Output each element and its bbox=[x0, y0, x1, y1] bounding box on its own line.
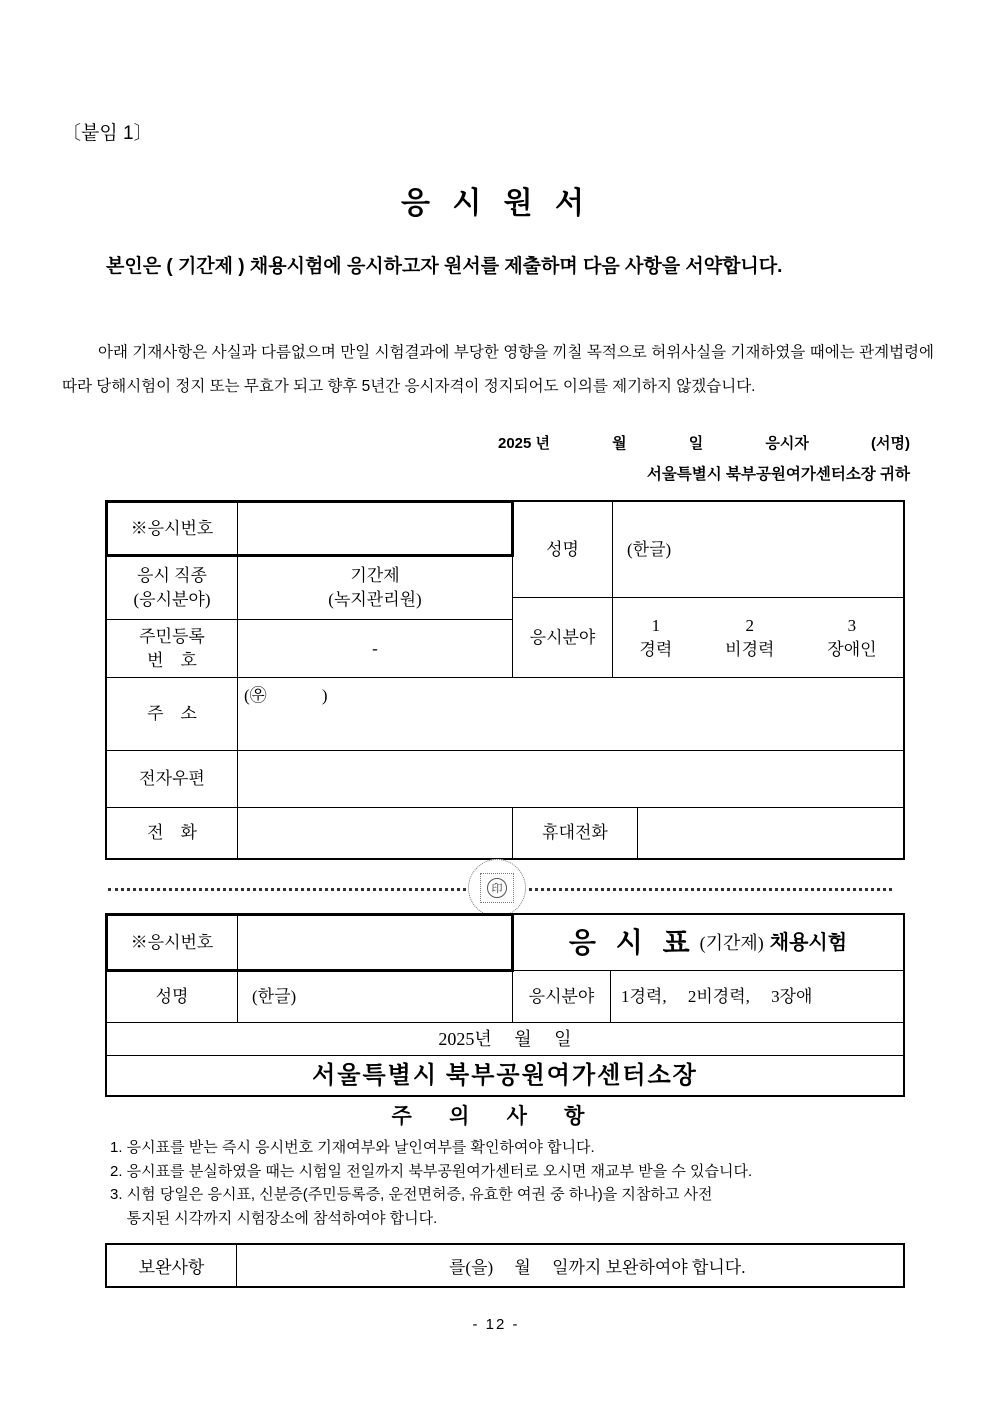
ticket-date-line: 2025년 월 일 bbox=[107, 1022, 903, 1055]
recipient-line: 서울특별시 북부공원여가센터소장 귀하 bbox=[646, 466, 910, 483]
option-career: 1 경력 bbox=[639, 615, 673, 659]
exam-ticket-table bbox=[105, 913, 905, 1097]
notice-item: 2. 응시표를 분실하였을 때는 시험일 전일까지 북부공원여가센터로 오시면 재교부 받을 수 있습니다. bbox=[110, 1162, 753, 1180]
supplement-label: 보완사항 bbox=[107, 1245, 237, 1286]
email-field bbox=[237, 750, 903, 807]
seal-stamp-icon: 印 bbox=[468, 859, 526, 917]
pledge-text: 본인은 ( 기간제 ) 채용시험에 응시하고자 원서를 제출하며 다음 사항을 서약합니다. bbox=[106, 256, 783, 277]
ticket-exam-no-field bbox=[237, 915, 512, 970]
ticket-field-label: 응시분야 bbox=[512, 970, 610, 1022]
page-number: - 12 - bbox=[472, 1316, 520, 1333]
mobile-field bbox=[637, 807, 903, 858]
applicant-label: 응시자 bbox=[765, 435, 809, 452]
ticket-name-label: 성명 bbox=[107, 970, 237, 1022]
option-disabled: 3 장애인 bbox=[827, 615, 877, 659]
date-month: 월 bbox=[612, 435, 627, 452]
job-type-label: 응시 직종 (응시분야) bbox=[107, 555, 237, 619]
page-title: 응 시 원 서 bbox=[401, 187, 591, 220]
notice-item: 통지된 시각까지 시험장소에 참석하여야 합니다. bbox=[110, 1210, 438, 1228]
option-non-career: 2 비경력 bbox=[725, 615, 775, 659]
supplement-value: 를(을) 월 일까지 보완하여야 합니다. bbox=[449, 1258, 746, 1277]
application-table bbox=[105, 500, 905, 860]
notice-item: 1. 응시표를 받는 즉시 응시번호 기재여부와 날인여부를 확인하여야 합니다. bbox=[110, 1139, 595, 1156]
ticket-name-field: (한글) bbox=[237, 970, 512, 1022]
phone-field bbox=[237, 807, 512, 858]
mobile-label: 휴대전화 bbox=[512, 807, 637, 858]
address-field: (㉾ ) bbox=[237, 677, 903, 750]
ticket-issuer: 서울특별시 북부공원여가센터소장 bbox=[107, 1055, 903, 1095]
email-label: 전자우편 bbox=[107, 750, 237, 807]
ticket-field-value: 1경력, 2비경력, 3장애 bbox=[610, 970, 903, 1022]
name-field: (한글) bbox=[612, 502, 903, 597]
date-day: 일 bbox=[688, 435, 704, 452]
rrn-field: - bbox=[237, 619, 512, 677]
field-category-options bbox=[612, 597, 903, 677]
ticket-exam-no-label: ※응시번호 bbox=[130, 932, 214, 952]
date-year: 2025 년 bbox=[498, 435, 551, 452]
name-label: 성명 bbox=[512, 502, 612, 597]
exam-no-field bbox=[237, 502, 512, 555]
address-label: 주 소 bbox=[107, 677, 237, 750]
field-category-label: 응시분야 bbox=[512, 597, 612, 677]
signature-label: (서명) bbox=[871, 435, 910, 452]
ticket-title: 응 시 표 (기간제) 채용시험 bbox=[512, 915, 903, 970]
notice-item: 3. 시험 당일은 응시표, 신분증(주민등록증, 운전면허증, 유효한 여권 중 하나)을 지참하고 사전 bbox=[110, 1186, 713, 1204]
supplement-table bbox=[105, 1243, 905, 1288]
exam-no-label: ※응시번호 bbox=[130, 518, 214, 538]
rrn-label: 주민등록 번 호 bbox=[107, 619, 237, 677]
notice-list bbox=[110, 1136, 910, 1231]
oath-text: 아래 기재사항은 사실과 다름없으며 만일 시험결과에 부당한 영향을 끼칠 목적으로 허위사실을 기재하였을 때에는 관계법령에 따라 당해시험이 정지 또는 무효가 되고 향후 5년간 응시자격이 정지되어도 이의를 제기하지 않겠습니다. bbox=[62, 344, 934, 395]
job-type-value: 기간제 (녹지관리원) bbox=[237, 555, 512, 619]
notice-title: 주 의 사 항 bbox=[391, 1104, 601, 1128]
phone-label: 전 화 bbox=[107, 807, 237, 858]
date-signature-line bbox=[498, 432, 910, 453]
attachment-label: 〔붙임 1〕 bbox=[62, 123, 153, 144]
